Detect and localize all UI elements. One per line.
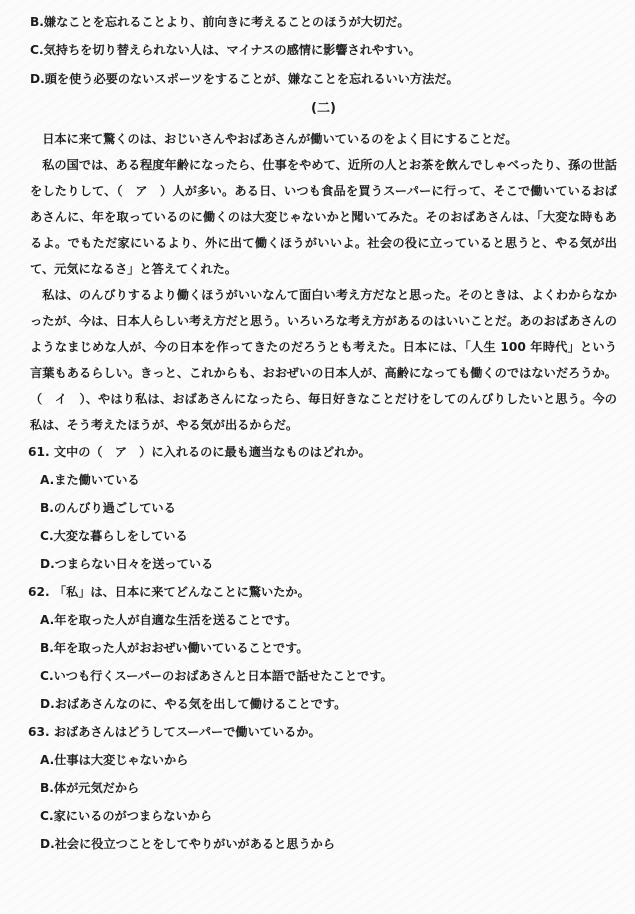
passage-paragraph-2: 私の国では、ある程度年齢になったら、仕事をやめて、近所の人とお茶を飲んでしゃべったり、孫の世話をしたりして、（ ア ）人が多い。ある日、いつも食品を買うスーパーに行って、そこで働いているおばあさんに、年を取っているのに働くのは大変じゃないかと聞いてみた。そのおばあさんは、「大変な時もあるよ。でもただ家にいるより、外に出て働くほうがいいよ。社会の役に立っていると思うと、やる気が出て、元気になるさ」と答えてくれた。 [30,158,617,276]
passage-paragraph-3: 私は、のんびりするより働くほうがいいなんて面白い考え方だなと思った。そのときは、よくわからなかったが、今は、日本人らしい考え方だと思う。いろいろな考え方があるのはいいことだ。あのおばあさんのようなまじめな人が、今の日本を作ってきたのだろうとも考えた。日本には、「人生 100 年時代」という言葉もあるらしい。きっと、これからも、おおぜいの日本人が、高齢になっても働くのではないだろうか。（ イ ）、やはり私は、おばあさんになったら、毎日好きなことだけをしてのんびりしたいと思う。今の私は、そう考えたほうが、やる気が出るからだ。 [30,288,617,432]
question-61-option-c: C.大変な暮らしをしている [40,529,188,543]
question-63-stem: 63. おばあさんはどうしてスーパーで働いているか。 [28,725,321,739]
question-62-option-b: B.年を取った人がおおぜい働いていることです。 [40,641,309,655]
question-62-option-d: D.おばあさんなのに、やる気を出して働けることです。 [40,697,347,711]
question-63-option-d: D.社会に役立つことをしてやりがいがあると思うから [40,837,336,851]
question-63-option-c: C.家にいるのがつまらないから [40,809,213,823]
question-62-option-a: A.年を取った人が自適な生活を送ることです。 [40,613,298,627]
passage-paragraph-1: 日本に来て驚くのは、おじいさんやおばあさんが働いているのをよく目にすることだ。 [42,132,518,146]
question-61-option-b: B.のんびり過ごしている [40,501,176,515]
question-63-option-b: B.体が元気だから [40,781,140,795]
question-62-stem: 62. 「私」は、日本に来てどんなことに驚いたか。 [28,585,310,599]
prev-option-b: B.嫌なことを忘れることより、前向きに考えることのほうが大切だ。 [30,15,410,29]
question-63-option-a: A.仕事は大変じゃないから [40,753,189,767]
question-61-option-a: A.また働いている [40,473,140,487]
prev-option-c: C.気持ちを切り替えられない人は、マイナスの感情に影響されやすい。 [30,43,421,57]
question-61-stem: 61. 文中の（ ア ）に入れるのに最も適当なものはどれか。 [28,445,371,459]
question-61-option-d: D.つまらない日々を送っている [40,557,214,571]
prev-option-d: D.頭を使う必要のないスポーツをすることが、嫌なことを忘れるいい方法だ。 [30,72,459,86]
section-title: (二) [311,101,336,116]
question-62-option-c: C.いつも行くスーパーのおばあさんと日本語で話せたことです。 [40,669,393,683]
